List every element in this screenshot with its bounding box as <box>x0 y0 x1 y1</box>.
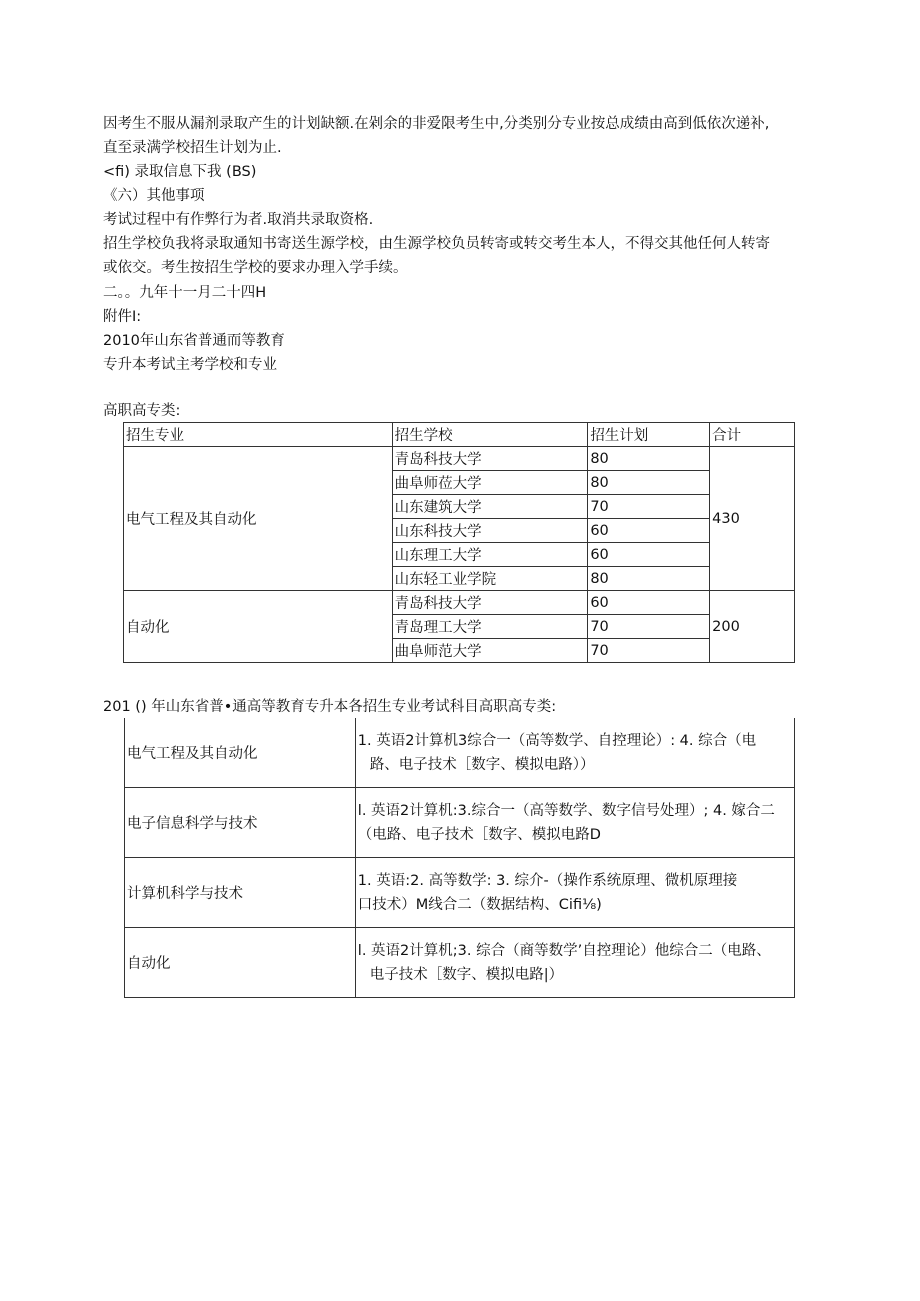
major-cell: 电子信息科学与技术 <box>125 788 356 858</box>
table-row <box>125 928 795 998</box>
major-cell: 自动化 <box>124 591 393 663</box>
section-heading: 《六）其他事项 <box>103 188 205 204</box>
school-cell: 曲阜师范大学 <box>392 639 588 663</box>
major-cell: 电气工程及其自动化 <box>124 447 393 591</box>
plan-cell: 80 <box>588 447 710 471</box>
header-cell: 合计 <box>710 423 795 447</box>
header-cell: 招生学校 <box>392 423 588 447</box>
table-row <box>124 447 795 471</box>
school-cell: 青岛科技大学 <box>392 447 588 471</box>
table-row <box>125 788 795 858</box>
plan-cell: 60 <box>588 519 710 543</box>
school-cell: 山东建筑大学 <box>392 495 588 519</box>
subjects-cell <box>355 788 794 858</box>
attachment-title: 2010年山东省普通而等教育 <box>103 333 285 349</box>
subjects-line: l. 英语2计算机:3.综合一（高等数学、数字信号处理）; 4. 嫁合二 <box>357 802 775 819</box>
subjects-cell <box>355 928 794 998</box>
school-cell: 青岛理工大学 <box>392 615 588 639</box>
subjects-line: （电路、电子技术［数字、模拟电路D <box>357 826 601 843</box>
plan-cell: 80 <box>588 471 710 495</box>
plan-cell: 80 <box>588 567 710 591</box>
plan-cell: 60 <box>588 591 710 615</box>
exam-subjects-table <box>124 718 795 998</box>
total-cell: 200 <box>710 591 795 663</box>
plan-cell: 70 <box>588 639 710 663</box>
table-row <box>124 591 795 615</box>
subjects-line: l. 英语2计算机;3. 综合（商等数学’自控理论）他综合二（电路、 <box>357 942 771 959</box>
total-cell: 430 <box>710 447 795 591</box>
paragraph: 招生学校负我将录取通知书寄送生源学校，由生源学校负员转寄或转交考生本人，不得交其他任何人转寄 <box>103 236 770 252</box>
major-cell: 计算机科学与技术 <box>125 858 356 928</box>
header-cell: 招生计划 <box>588 423 710 447</box>
subjects-line: 1. 英语:2. 高等数学: 3. 综介-（操作系统原理、微机原理接 <box>357 872 738 889</box>
subjects-line: 路、电子技术［数字、模拟电路）） <box>369 756 595 773</box>
paragraph: 直至录满学校招生计划为止. <box>103 140 282 156</box>
plan-cell: 60 <box>588 543 710 567</box>
paragraph: 因考生不服从漏剂录取产生的计划缺额.在剁余的非爱限考生中,分类别分专业按总成绩由高到低依次递补, <box>103 116 770 132</box>
table-row <box>125 858 795 928</box>
subjects-cell <box>355 718 794 788</box>
plan-cell: 70 <box>588 495 710 519</box>
table-header-row <box>124 423 795 447</box>
subjects-line: 口技术）M线合二（数据结构、Cifi⅛) <box>357 896 602 913</box>
school-cell: 山东理工大学 <box>392 543 588 567</box>
attachment-title: 专升本考试主考学校和专业 <box>103 357 277 373</box>
paragraph: <fi) 录取信息下我 (BS) <box>103 164 257 180</box>
school-cell: 山东科技大学 <box>392 519 588 543</box>
attachment-label: 附件I: <box>103 309 142 325</box>
major-cell: 电气工程及其自动化 <box>125 718 356 788</box>
subjects-cell <box>355 858 794 928</box>
enrollment-table <box>123 422 795 663</box>
subjects-line: 电子技术［数字、模拟电路|） <box>369 966 564 983</box>
header-cell: 招生专业 <box>124 423 393 447</box>
school-cell: 曲阜师莅大学 <box>392 471 588 495</box>
date-line: 二。。九年十一月二十四H <box>103 285 267 301</box>
major-cell: 自动化 <box>125 928 356 998</box>
school-cell: 青岛科技大学 <box>392 591 588 615</box>
plan-cell: 70 <box>588 615 710 639</box>
school-cell: 山东轻工业学院 <box>392 567 588 591</box>
category-label: 高职高专类: <box>103 403 181 419</box>
table2-title: 201 () 年山东省普•通高等教育专升本各招生专业考试科目高职高专类: <box>103 699 557 715</box>
subjects-line: 1. 英语2计算机3综合一（高等数学、自控理论）: 4. 综合（电 <box>357 732 757 749</box>
paragraph: 或依交。考生按招生学校的要求办理入学手续。 <box>103 260 408 276</box>
table-row <box>125 718 795 788</box>
paragraph: 考试过程中有作弊行为者.取消共录取资格. <box>103 212 374 228</box>
